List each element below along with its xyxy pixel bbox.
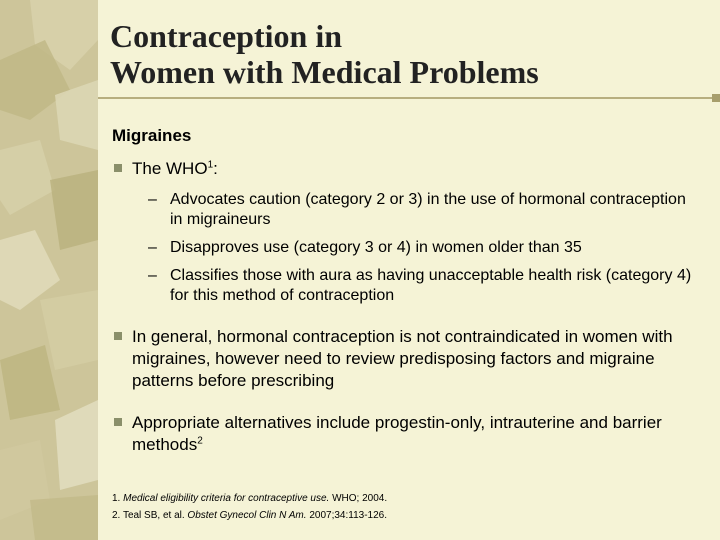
- divider-cap: [712, 94, 720, 102]
- dash-icon: –: [148, 239, 157, 256]
- bullet-square-icon: [114, 164, 122, 172]
- sub-bullet-caution: [112, 190, 702, 230]
- bullet-text: Appropriate alternatives include progestin-only, intrauterine and barrier methods: [132, 413, 662, 454]
- decorative-band: [0, 0, 98, 540]
- bullet-alternatives: [112, 412, 702, 456]
- bullet-text-suffix: :: [213, 159, 218, 178]
- dash-icon: –: [148, 267, 157, 284]
- footnote-number: 1.: [112, 493, 124, 504]
- footnote-2: [112, 507, 387, 524]
- footnote-journal: Obstet Gynecol Clin N Am.: [187, 510, 307, 521]
- bullet-general: [112, 326, 702, 392]
- bullet-text: The WHO: [132, 159, 208, 178]
- decorative-tiles: [0, 0, 98, 540]
- bullet-square-icon: [114, 332, 122, 340]
- footnote-citation: 2007;34:113-126.: [306, 510, 387, 521]
- footnote-source: WHO; 2004.: [329, 493, 388, 504]
- bullet-square-icon: [114, 418, 122, 426]
- bullet-text: In general, hormonal contraception is not contraindicated in women with migraines, however need to review predisposing factors and migraine patterns before prescribing: [132, 327, 673, 390]
- footnote-ref: 2: [197, 435, 203, 447]
- footnote-authors: 2. Teal SB, et al.: [112, 510, 188, 521]
- footnote-1: [112, 490, 387, 507]
- slide-subtitle: Migraines: [112, 126, 192, 145]
- slide-body: [112, 158, 702, 456]
- sub-bullet-text: Disapproves use (category 3 or 4) in women older than 35: [170, 239, 582, 256]
- title-divider: [98, 97, 720, 99]
- footnote-ref: 1: [207, 159, 214, 171]
- sub-bullet-text: Classifies those with aura as having unacceptable health risk (category 4) for this method of contraception: [170, 267, 692, 304]
- bullet-who: [112, 158, 702, 180]
- sub-bullet-text: Advocates caution (category 2 or 3) in the use of hormonal contraception in migraineurs: [170, 191, 686, 228]
- slide-title: [110, 18, 710, 90]
- footnote-title: Medical eligibility criteria for contraceptive use.: [123, 493, 330, 504]
- title-line-2: Women with Medical Problems: [110, 54, 539, 90]
- sub-bullet-disapproves: [112, 238, 702, 258]
- dash-icon: –: [148, 191, 157, 208]
- footnotes: [112, 490, 387, 524]
- title-line-1: Contraception in: [110, 18, 342, 54]
- sub-bullet-aura: [112, 266, 702, 306]
